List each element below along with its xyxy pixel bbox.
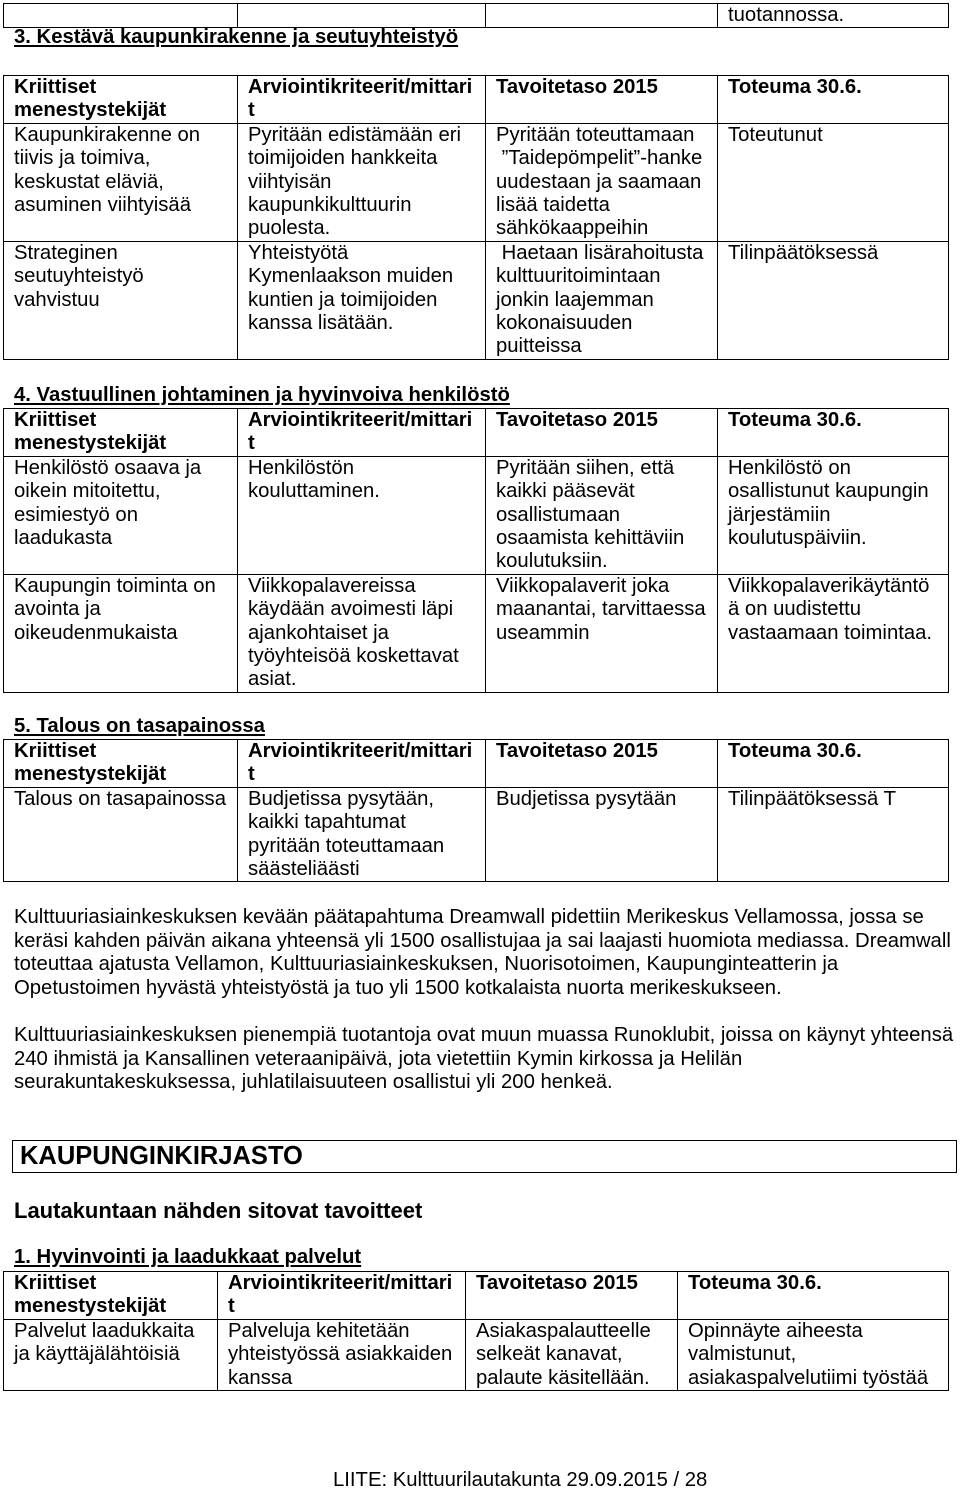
header-evaluation-criteria: Arviointikriteerit/mittari t — [238, 76, 486, 124]
table-row — [4, 1319, 949, 1390]
header-outcome: Toteuma 30.6. — [718, 409, 949, 457]
section-5-table — [3, 739, 949, 882]
cell-evaluation-criteria: Henkilöstön kouluttaminen. — [238, 456, 486, 574]
section-3-title: 3. Kestävä kaupunkirakenne ja seutuyhteistyö — [14, 26, 459, 48]
header-row — [4, 76, 949, 124]
cell-outcome: Henkilöstö on osallistunut kaupungin järjestämiin koulutuspäiviin. — [718, 456, 949, 574]
section-4-table — [3, 408, 949, 693]
cell-target-2015: Pyritään siihen, että kaikki pääsevät osallistumaan osaamista kehittäviin koulutuksiin. — [486, 456, 718, 574]
header-critical-success-factors: Kriittiset menestystekijät — [4, 740, 238, 788]
cell-success-factor: Henkilöstö osaava ja oikein mitoitettu, esimiestyö on laadukasta — [4, 456, 238, 574]
cell-outcome: Opinnäyte aiheesta valmistunut, asiakaspalvelutiimi työstää — [678, 1319, 949, 1390]
cell-outcome: Toteutunut — [718, 123, 949, 241]
section-5-title: 5. Talous on tasapainossa — [14, 715, 265, 737]
cell-outcome: tuotannossa. — [718, 4, 949, 28]
cell-success-factor: Talous on tasapainossa — [4, 787, 238, 882]
cell-target-2015: Budjetissa pysytään — [486, 787, 718, 882]
library-section-1-table — [3, 1271, 949, 1391]
cell-evaluation-criteria: Palveluja kehitetään yhteistyössä asiakkaiden kanssa — [218, 1319, 466, 1390]
cell-outcome: Tilinpäätöksessä — [718, 241, 949, 359]
table-row — [4, 241, 949, 359]
cell-success-factor: Strateginen seutuyhteistyö vahvistuu — [4, 241, 238, 359]
library-heading: KAUPUNGINKIRJASTO — [12, 1140, 957, 1173]
cell-target-2015: Viikkopalaverit joka maanantai, tarvittaessa useammin — [486, 574, 718, 692]
header-outcome: Toteuma 30.6. — [718, 76, 949, 124]
table-row — [4, 574, 949, 692]
header-target-2015: Tavoitetaso 2015 — [486, 76, 718, 124]
header-target-2015: Tavoitetaso 2015 — [466, 1272, 678, 1320]
header-evaluation-criteria: Arviointikriteerit/mittari t — [238, 740, 486, 788]
cell-evaluation-criteria: Viikkopalavereissa käydään avoimesti läpi ajankohtaiset ja työyhteisöä koskettavat asiat. — [238, 574, 486, 692]
header-outcome: Toteuma 30.6. — [718, 740, 949, 788]
header-evaluation-criteria: Arviointikriteerit/mittari t — [238, 409, 486, 457]
cell-success-factor: Kaupungin toiminta on avointa ja oikeudenmukaista — [4, 574, 238, 692]
paragraph-smaller-productions: Kulttuuriasiainkeskuksen pienempiä tuotantoja ovat muun muassa Runoklubit, joissa on käynyt yhteensä 240 ihmistä ja Kansallinen veteraanipäivä, jota vietettiin Kymin kirkossa ja Helilän seurakuntakeskuksessa, juhlatilaisuuteen osallistui yli 200 henkeä. — [14, 1024, 954, 1094]
cell-target-2015: Haetaan lisärahoitusta kulttuuritoimintaan jonkin laajemman kokonaisuuden puitteissa — [486, 241, 718, 359]
table-row — [4, 123, 949, 241]
header-critical-success-factors: Kriittiset menestystekijät — [4, 1272, 218, 1320]
cell-outcome: Viikkopalaverikäytäntö ä on uudistettu vastaamaan toimintaa. — [718, 574, 949, 692]
header-critical-success-factors: Kriittiset menestystekijät — [4, 76, 238, 124]
library-section-1-title: 1. Hyvinvointi ja laadukkaat palvelut — [14, 1246, 362, 1268]
section-3-table — [3, 75, 949, 360]
header-row — [4, 409, 949, 457]
cell-target-2015: Pyritään toteuttamaan ”Taidepömpelit”-hanke uudestaan ja saamaan lisää taidetta sähkökaappeihin — [486, 123, 718, 241]
table-cell-empty — [4, 4, 238, 28]
cell-success-factor: Kaupunkirakenne on tiivis ja toimiva, keskustat eläviä, asuminen viihtyisää — [4, 123, 238, 241]
header-target-2015: Tavoitetaso 2015 — [486, 740, 718, 788]
page-footer: LIITE: Kulttuurilautakunta 29.09.2015 / 28 — [333, 1469, 708, 1491]
cell-evaluation-criteria: Budjetissa pysytään, kaikki tapahtumat pyritään toteuttamaan säästeliäästi — [238, 787, 486, 882]
header-target-2015: Tavoitetaso 2015 — [486, 409, 718, 457]
cell-success-factor: Palvelut laadukkaita ja käyttäjälähtöisiä — [4, 1319, 218, 1390]
table-cell-empty — [486, 4, 718, 28]
header-row — [4, 1272, 949, 1320]
header-outcome: Toteuma 30.6. — [678, 1272, 949, 1320]
header-critical-success-factors: Kriittiset menestystekijät — [4, 409, 238, 457]
library-subheading: Lautakuntaan nähden sitovat tavoitteet — [14, 1198, 423, 1223]
cell-evaluation-criteria: Yhteistyötä Kymenlaakson muiden kuntien ja toimijoiden kanssa lisätään. — [238, 241, 486, 359]
header-evaluation-criteria: Arviointikriteerit/mittari t — [218, 1272, 466, 1320]
table-cell-empty — [238, 4, 486, 28]
cell-outcome: Tilinpäätöksessä T — [718, 787, 949, 882]
table-row — [4, 4, 949, 28]
table-row — [4, 456, 949, 574]
section-4-title: 4. Vastuullinen johtaminen ja hyvinvoiva henkilöstö — [14, 384, 510, 406]
header-row — [4, 740, 949, 788]
cell-evaluation-criteria: Pyritään edistämään eri toimijoiden hankkeita viihtyisän kaupunkikulttuurin puolesta. — [238, 123, 486, 241]
paragraph-dreamwall: Kulttuuriasiainkeskuksen kevään päätapahtuma Dreamwall pidettiin Merikeskus Vellamossa, jossa se keräsi kahden päivän aikana yhteensä yli 1500 osallistujaa ja sai laajasti huomiota mediassa. Dreamwall toteuttaa ajatusta Vellamon, Kulttuuriasiainkeskuksen, Nuorisotoimen, Kaupunginteatterin ja Opetustoimen hyvästä yhteistyöstä ja tuo yli 1500 kotkalaista nuorta merikeskukseen. — [14, 906, 951, 999]
table-row — [4, 787, 949, 882]
cell-target-2015: Asiakaspalautteelle selkeät kanavat, palaute käsitellään. — [466, 1319, 678, 1390]
previous-page-table — [3, 3, 949, 28]
